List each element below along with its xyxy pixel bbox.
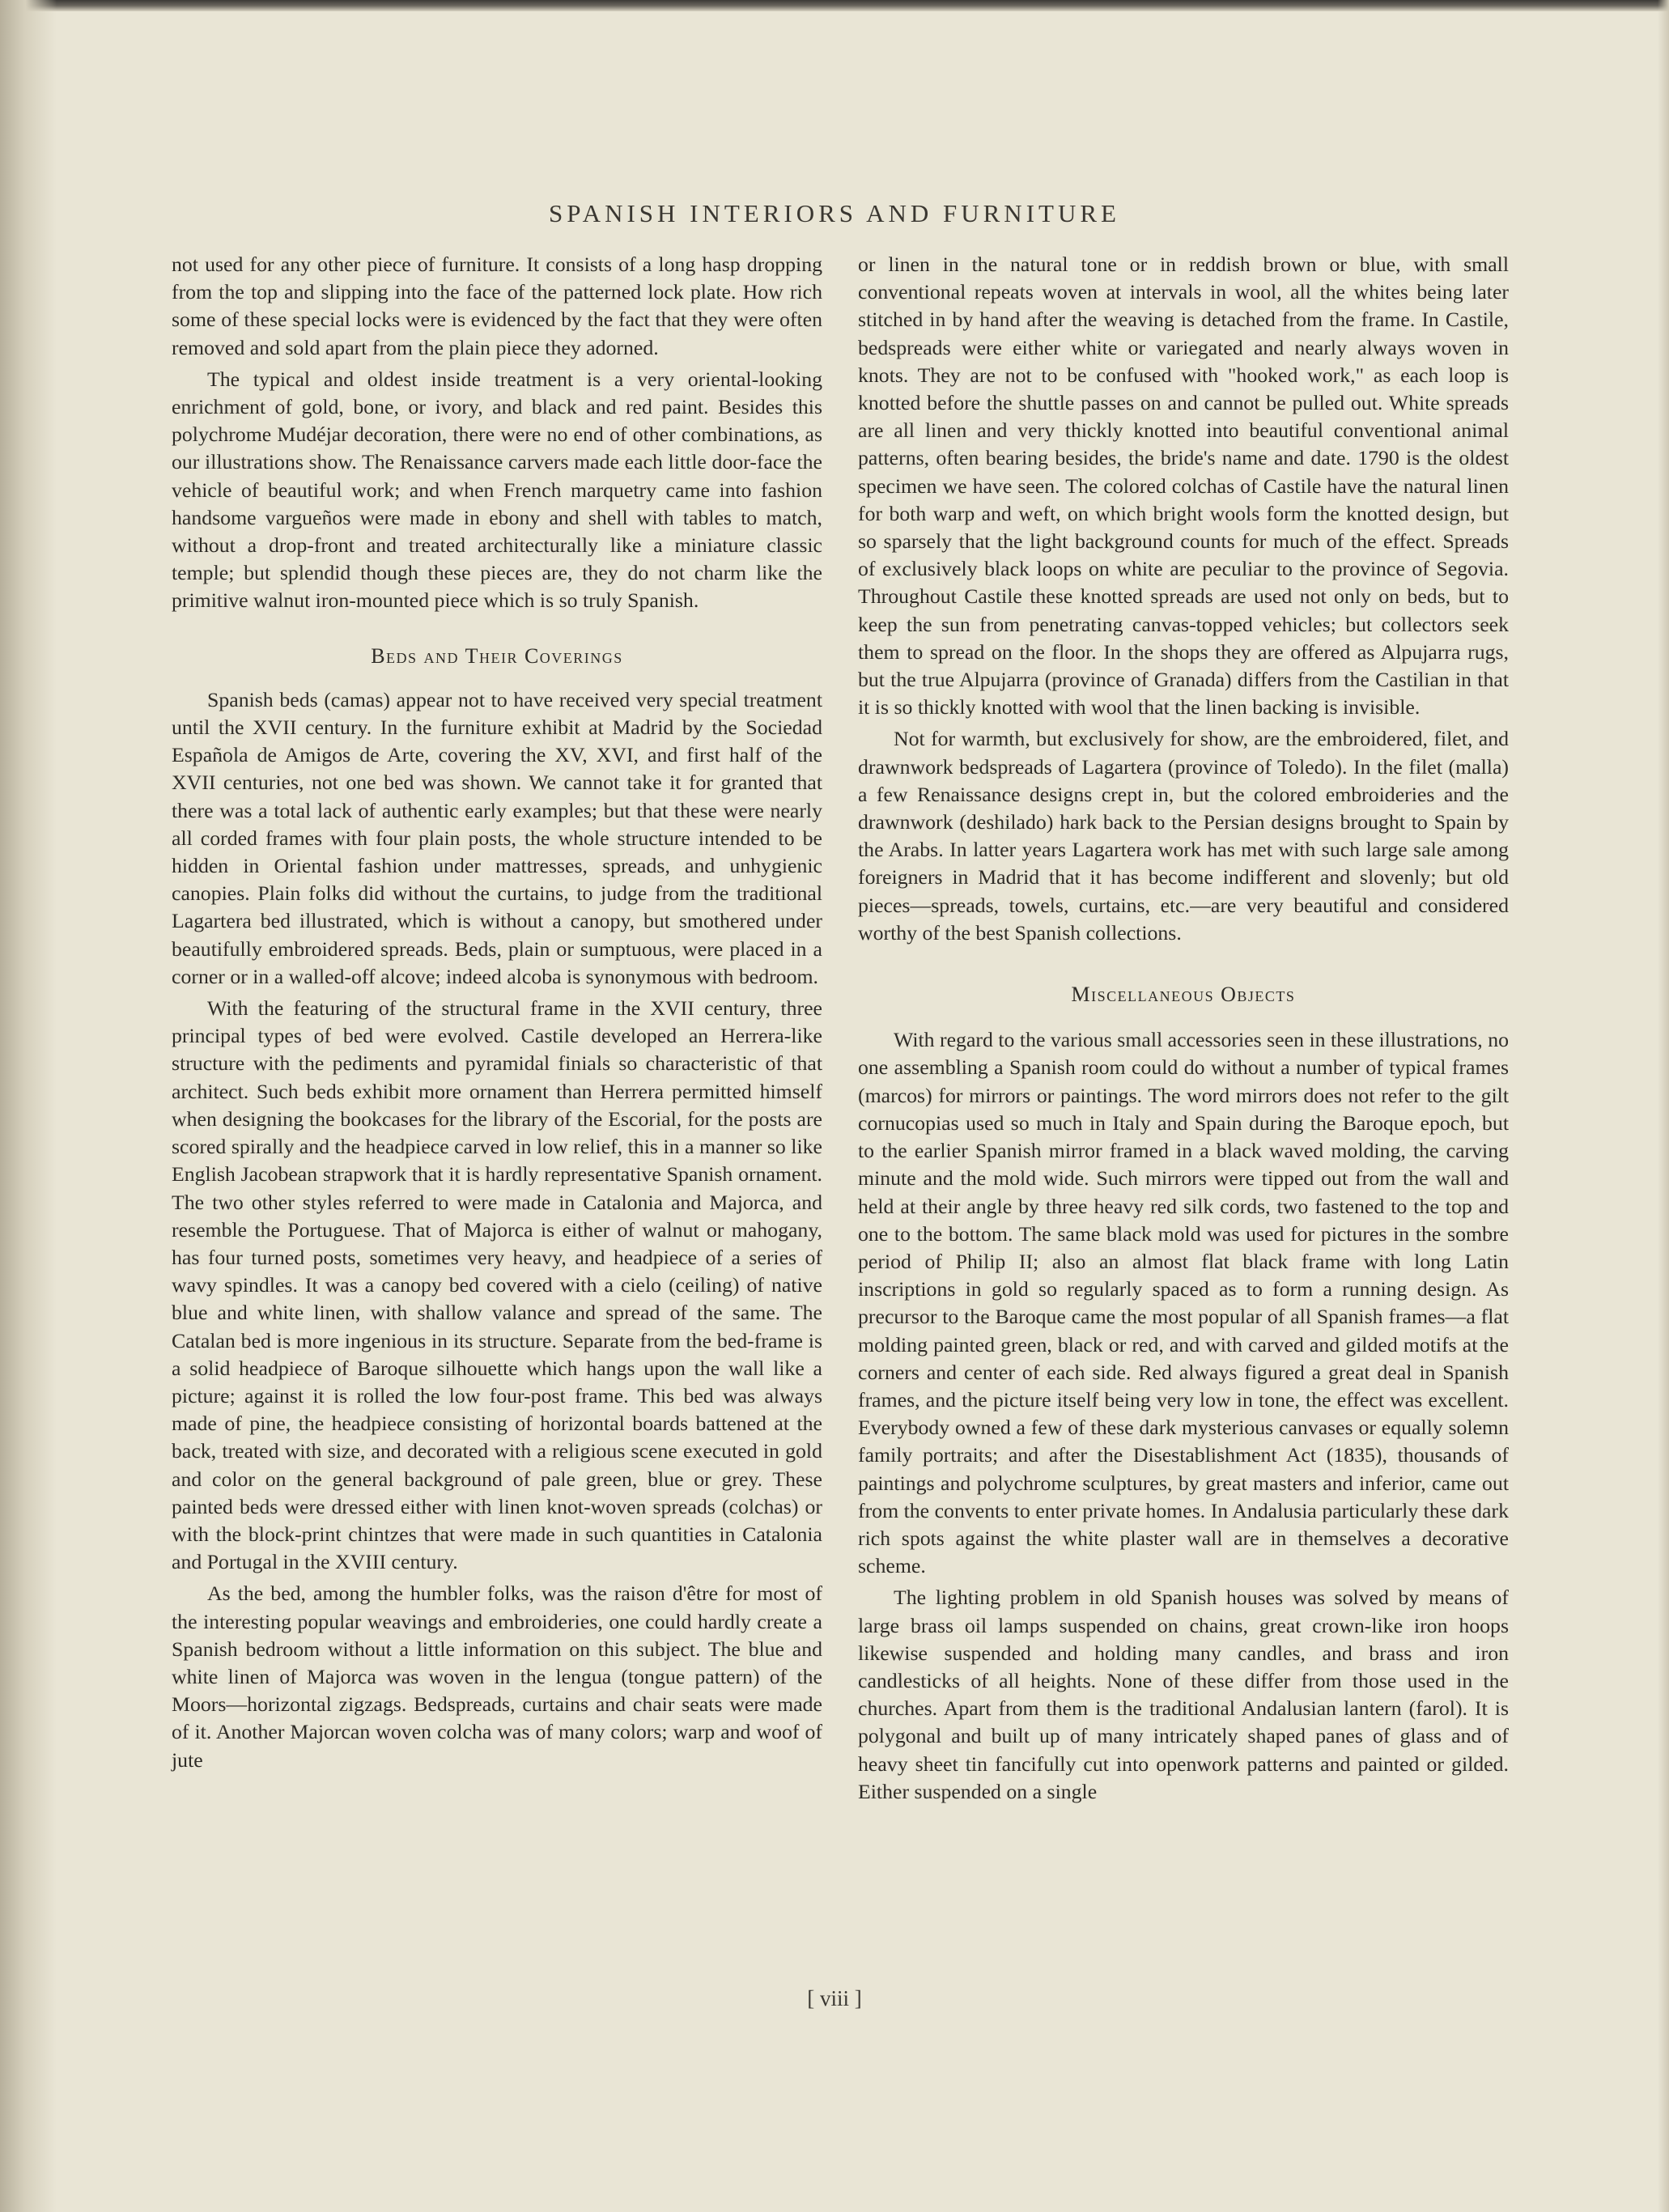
- paragraph: With the featuring of the structural frame in the XVII century, three principal types of bed were evolved. Castile developed an Herrera-like structure with the pediments and pyramidal finials so characteristic of that architect. Such beds exhibit more ornament than Herrera permitted himself when designing the bookcases for the library of the Escorial, for the posts are scored spirally and the headpiece carved in low relief, this in a manner so like English Jacobean strapwork that it is hardly representative Spanish ornament. The two other styles referred to were made in Catalonia and Majorca, and resemble the Portuguese. That of Majorca is either of walnut or mahogany, has four turned posts, sometimes very heavy, and headpiece of a series of wavy spindles. It was a canopy bed covered with a cielo (ceiling) of native blue and white linen, with shallow valance and spread of the same. The Catalan bed is more ingenious in its structure. Separate from the bed-frame is a solid headpiece of Baroque silhouette which hangs upon the wall like a picture; against it is rolled the low four-post frame. This bed was always made of pine, the headpiece consisting of horizontal boards battened at the back, treated with size, and decorated with a religious scene executed in gold and color on the general background of pale green, blue or grey. These painted beds were dressed either with linen knot-woven spreads (colchas) or with the block-print chintzes that were made in such quantities in Catalonia and Portugal in the XVIII century.: [172, 996, 822, 1574]
- right-column: [858, 251, 1509, 1810]
- paragraph: not used for any other piece of furniture. It consists of a long hasp dropping from the top and slipping into the face of the patterned lock plate. How rich some of these special locks were is evidenced by the fact that they were often removed and sold apart from the plain piece they adorned.: [172, 253, 822, 359]
- section-heading-beds: Beds and Their Coverings: [371, 643, 623, 668]
- left-column: [172, 251, 822, 1778]
- paragraph: With regard to the various small accessories seen in these illustrations, no one assembling a Spanish room could do without a number of typical frames (marcos) for mirrors or paintings. The word mirrors does not refer to the gilt cornucopias used so much in Italy and Spain during the Baroque epoch, but to the earlier Spanish mirror framed in a black waved molding, the carving minute and the mold wide. Such mirrors were tipped out from the wall and held at their angle by three heavy red silk cords, two fastened to the top and one to the bottom. The same black mold was used for pictures in the sombre period of Philip II; also an almost flat black frame with long Latin inscriptions in gold so regularly spaced as to form a running design. As precursor to the Baroque came the most popular of all Spanish frames—a flat molding painted green, black or red, and with carved and gilded motifs at the corners and center of each side. Red always figured a great deal in Spanish frames, and the picture itself being very low in tone, the effect was excellent. Everybody owned a few of these dark mysterious canvases or equally solemn family portraits; and after the Disestablishment Act (1835), thousands of paintings and polychrome sculptures, by great masters and inferior, came out from the convents to enter private homes. In Andalusia particularly these dark rich spots against the white plaster wall are in themselves a decorative scheme.: [858, 1028, 1509, 1578]
- paragraph: As the bed, among the humbler folks, was the raison d'être for most of the interesting popular weavings and embroideries, one could hardly create a Spanish bedroom without a little information on this subject. The blue and white linen of Majorca was woven in the lengua (tongue pattern) of the Moors—horizontal zigzags. Bedspreads, curtains and chair seats were made of it. Another Majorcan woven colcha was of many colors; warp and woof of jute: [172, 1582, 822, 1772]
- running-title: SPANISH INTERIORS AND FURNITURE: [549, 199, 1120, 227]
- page-top-edge: [0, 0, 1669, 11]
- page-number: [ viii ]: [807, 1986, 862, 2010]
- paragraph: Not for warmth, but exclusively for show, are the embroidered, filet, and drawnwork bedspreads of Lagartera (province of Toledo). In the filet (malla) a few Renaissance designs crept in, but the colored embroideries and the drawnwork (deshilado) hark back to the Persian designs brought to Spain by the Arabs. In latter years Lagartera work has met with such large sale among foreigners in Madrid that it has become indifferent and slovenly; but old pieces—spreads, towels, curtains, etc.—are very beautiful and considered worthy of the best Spanish collections.: [858, 727, 1509, 945]
- page-right-edge: [1658, 0, 1669, 2212]
- section-heading-miscellaneous: Miscellaneous Objects: [1071, 983, 1296, 1007]
- paragraph: The lighting problem in old Spanish houses was solved by means of large brass oil lamps suspended on chains, great crown-like iron hoops likewise suspended and holding many candles, and brass and iron candlesticks of all heights. None of these differ from those used in the churches. Apart from them is the traditional Andalusian lantern (farol). It is polygonal and built up of many intricately shaped panes of glass and of heavy sheet tin fancifully cut into openwork patterns and painted or gilded. Either suspended on a single: [858, 1586, 1509, 1803]
- paragraph: or linen in the natural tone or in reddish brown or blue, with small conventional repeats woven at intervals in wool, all the whites being later stitched in by hand after the weaving is detached from the frame. In Castile, bedspreads were either white or variegated and nearly always woven in knots. They are not to be confused with "hooked work," as each loop is knotted before the shuttle passes on and cannot be pulled out. White spreads are all linen and very thickly knotted into beautiful conventional animal patterns, often bearing besides, the bride's name and date. 1790 is the oldest specimen we have seen. The colored colchas of Castile have the natural linen for both warp and weft, on which bright wools form the knotted design, but so sparsely that the light background counts for much of the effect. Spreads of exclusively black loops on white are peculiar to the province of Segovia. Throughout Castile these knotted spreads are used not only on beds, but to keep the sun from penetrating canvas-topped vehicles; but collectors seek them to spread on the floor. In the shops they are offered as Alpujarra rugs, but the true Alpujarra (province of Granada) differs from the Castilian in that it is so thickly knotted with wool that the linen backing is invisible.: [858, 253, 1509, 720]
- paragraph: Spanish beds (camas) appear not to have received very special treatment until the XVII century. In the furniture exhibit at Madrid by the Sociedad Española de Amigos de Arte, covering the XV, XVI, and first half of the XVII centuries, not one bed was shown. We cannot take it for granted that there was a total lack of authentic early examples; but that these were nearly all corded frames with four plain posts, the whole structure intended to be hidden in Oriental fashion under mattresses, spreads, and unhygienic canopies. Plain folks did without the curtains, to judge from the traditional Lagartera bed illustrated, which is without a canopy, but smothered under beautifully embroidered spreads. Beds, plain or sumptuous, were placed in a corner or in a walled-off alcove; indeed alcoba is synonymous with bedroom.: [172, 687, 822, 988]
- paragraph: The typical and oldest inside treatment is a very oriental-looking enrichment of gold, bone, or ivory, and black and red paint. Besides this polychrome Mudéjar decoration, there were no end of other combinations, as our illustrations show. The Renaissance carvers made each little door-face the vehicle of beautiful work; and when French marquetry came into fashion handsome vargueños were made in ebony and shell with tables to match, without a drop-front and treated architecturally like a miniature classic temple; but splendid though these pieces are, they do not charm like the primitive walnut iron-mounted piece which is so truly Spanish.: [172, 367, 822, 613]
- binding-shadow: [0, 0, 57, 2212]
